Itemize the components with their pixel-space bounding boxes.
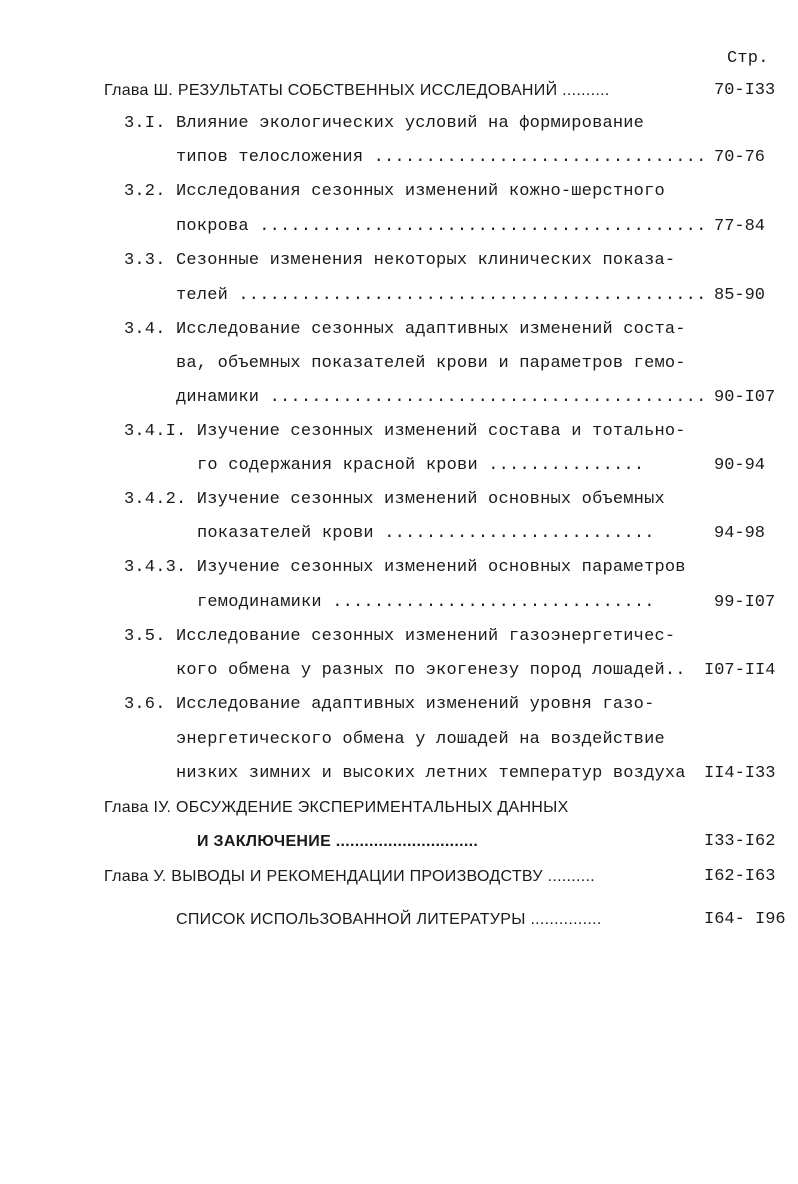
toc-entry-3-3-cont: телей .............................................: [176, 286, 707, 305]
toc-entry-3-2-cont: покрова ...........................................: [176, 217, 707, 236]
toc-pages-chapter-5: I62-I63: [704, 867, 776, 886]
toc-pages-3-4-1: 90-94: [714, 456, 766, 475]
toc-entry-3-4-2: 3.4.2. Изучение сезонных изменений основных объемных: [124, 490, 665, 509]
toc-entry-3-1-cont: типов телосложения ................................: [176, 148, 707, 167]
toc-entry-3-5-cont: кого обмена у разных по экогенезу пород лошадей..: [176, 661, 686, 680]
toc-entry-3-6-cont2: низких зимних и высоких летних температур воздуха: [176, 764, 686, 783]
toc-entry-3-4-cont: ва, объемных показателей крови и параметров гемо-: [176, 354, 686, 373]
toc-pages-3-4-3: 99-I07: [714, 593, 776, 612]
toc-pages-chapter-4: I33-I62: [704, 832, 776, 851]
toc-entry-3-4: 3.4. Исследование сезонных адаптивных изменений соста-: [124, 320, 686, 339]
toc-entry-3-5: 3.5. Исследование сезонных изменений газоэнергетичес-: [124, 627, 676, 646]
toc-pages-3-4: 90-I07: [714, 388, 776, 407]
toc-entry-chapter-5: Глава У. ВЫВОДЫ И РЕКОМЕНДАЦИИ ПРОИЗВОДСТВУ ..........: [104, 868, 596, 885]
toc-entry-chapter-4-cont: И ЗАКЛЮЧЕНИЕ ..............................: [197, 833, 479, 850]
toc-entry-3-4-3-cont: гемодинамики ...............................: [197, 593, 655, 612]
toc-entry-bibliography: СПИСОК ИСПОЛЬЗОВАННОЙ ЛИТЕРАТУРЫ ...............: [176, 911, 602, 928]
toc-entry-3-2: 3.2. Исследования сезонных изменений кожно-шерстного: [124, 182, 665, 201]
toc-entry-3-3: 3.3. Сезонные изменения некоторых клинических показа-: [124, 251, 676, 270]
toc-pages-3-4-2: 94-98: [714, 524, 766, 543]
toc-entry-chapter-4: Глава IУ. ОБСУЖДЕНИЕ ЭКСПЕРИМЕНТАЛЬНЫХ ДАННЫХ: [104, 799, 569, 816]
toc-pages-3-2: 77-84: [714, 217, 766, 236]
toc-entry-chapter-3: Глава Ш. РЕЗУЛЬТАТЫ СОБСТВЕННЫХ ИССЛЕДОВАНИЙ ..........: [104, 82, 610, 99]
toc-entry-3-4-1-cont: го содержания красной крови ...............: [197, 456, 645, 475]
toc-entry-3-6-cont: энергетического обмена у лошадей на воздействие: [176, 730, 665, 749]
toc-pages-3-6: II4-I33: [704, 764, 776, 783]
toc-pages-bibliography: I64- I96: [704, 910, 786, 929]
toc-entry-3-6: 3.6. Исследование адаптивных изменений уровня газо-: [124, 695, 655, 714]
toc-pages-3-5: I07-II4: [704, 661, 776, 680]
toc-pages-3-1: 70-76: [714, 148, 766, 167]
toc-pages-chapter-3: 70-I33: [714, 81, 776, 100]
toc-entry-3-4-cont2: динамики ..........................................: [176, 388, 707, 407]
toc-pages-3-3: 85-90: [714, 286, 766, 305]
toc-entry-3-1: 3.I. Влияние экологических условий на формирование: [124, 114, 645, 133]
page-column-header: Стр.: [727, 49, 769, 68]
toc-entry-3-4-3: 3.4.3. Изучение сезонных изменений основных параметров: [124, 558, 686, 577]
toc-entry-3-4-2-cont: показателей крови ..........................: [197, 524, 655, 543]
toc-entry-3-4-1: 3.4.I. Изучение сезонных изменений состава и тотально-: [124, 422, 686, 441]
